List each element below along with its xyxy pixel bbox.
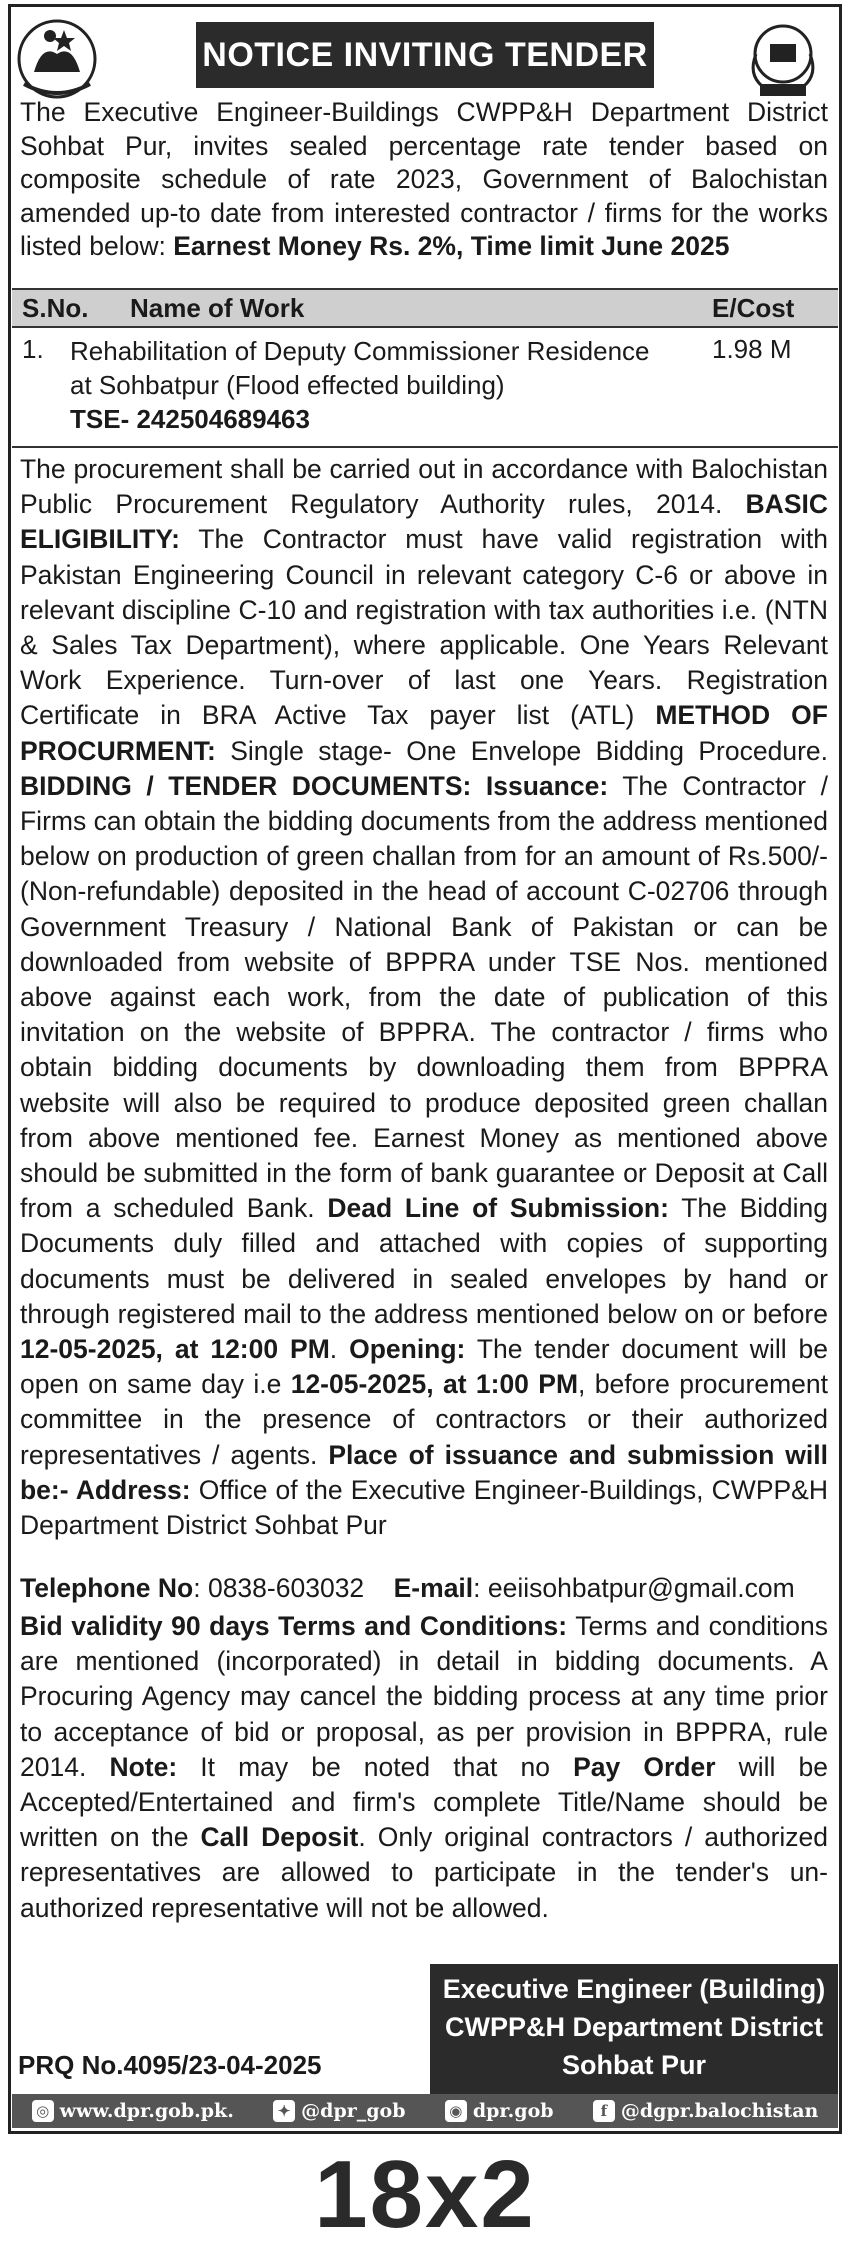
notice-title: NOTICE INVITING TENDER (196, 22, 654, 88)
opening-heading: Opening: (349, 1334, 466, 1365)
footer-bar (12, 2094, 838, 2128)
government-seal-icon (738, 14, 828, 104)
facebook-text: @dgpr.balochistan (620, 2100, 819, 2122)
pay-order-text: Pay Order (573, 1751, 716, 1782)
facebook-icon: f (593, 2100, 615, 2122)
deadline-date: 12-05-2025, at 12:00 PM (20, 1334, 330, 1365)
globe-icon: ◎ (32, 2100, 54, 2122)
footer-instagram[interactable] (445, 2100, 554, 2122)
procurement-details: The procurement shall be carried out in accordance with Balochistan Public Procurement Regulatory Authority rules, 2014. BASIC ELIGIBILITY: The Contractor must have valid registration with Pakistan Engineering Council in relevant category C-6 or above in relevant discipline C-10 and registration with tax authorities i.e. (NTN & Sales Tax Department), where applicable. One Years Relevant Work Experience. Turn-over of last one Years. Registration Certificate in BRA Active Tax payer list (ATL) METHOD OF PROCURMENT: Single stage- One Envelope Bidding Procedure. BIDDING / TENDER DOCUMENTS: Issuance: The Contractor / Firms can obtain the bidding documents from the address mentioned below on production of green challan from for an amount of Rs.500/- (Non-refundable) deposited in the head of account C-02706 through Government Treasury / National Bank of Pakistan or can be downloaded from website of BPPRA under TSE Nos. mentioned above against each work, from the date of publication of this invitation on the website of BPPRA. The contractor / firms who obtain bidding documents by downloading them from BPPRA website will also be required to produce deposited green challan from above mentioned fee. Earnest Money as mentioned above should be submitted in the form of bank guarantee or Deposit at Call from a scheduled Bank. Dead Line of Submission: The Bidding Documents duly filled and attached with copies of supporting documents must be delivered in sealed envelopes by hand or through registered mail to the address mentioned below on or before 12-05-2025, at 12:00 PM. Opening: The tender document will be open on same day i.e 12-05-2025, at 1:00 PM, before procurement committee in the presence of contractors or their authorized representatives / agents. Place of issuance and submission will be:- Address: Office of the Executive Engineer-Buildings, CWPP&H Department District Sohbat Pur (20, 454, 829, 1541)
place-heading: Place of issuance and submission will be:- Address: (20, 1439, 828, 1505)
telephone-label: Telephone No (20, 1573, 194, 1603)
footer-facebook[interactable] (593, 2100, 818, 2122)
address-text: Office of the Executive Engineer-Buildings, CWPP&H Department District Sohbat Pur (20, 1474, 828, 1541)
row-sno: 1. (22, 334, 44, 364)
representatives-text: . Only original contractors / authorized representatives are allowed to participate in the tender's un-authorized representative will not be allowed. (20, 1822, 829, 1923)
signature-line-3: Sohbat Pur (561, 2050, 706, 2080)
tse-number: TSE- 242504689463 (70, 404, 310, 434)
header-name-of-work: Name of Work (130, 293, 305, 323)
row-cost: 1.98 M (712, 334, 792, 364)
bidding-documents-heading: BIDDING / TENDER DOCUMENTS: Issuance: (20, 770, 609, 801)
website-text: www.dpr.gob.pk. (59, 2100, 234, 2122)
opening-committee-text: , before procurement committee in the presence of contractors or their authorized representatives / agents. (20, 1369, 828, 1470)
method-heading: METHOD OF PROCURMENT: (20, 700, 828, 766)
telephone-value: : 0838-603032 (193, 1573, 365, 1603)
row-work (70, 334, 700, 436)
terms-section (20, 1609, 828, 1926)
footer-twitter[interactable] (273, 2100, 405, 2122)
note-heading: Note: (109, 1751, 178, 1782)
email-label: E-mail (393, 1573, 474, 1603)
intro-text: The Executive Engineer-Buildings CWPP&H Department District Sohbat Pur, invites sealed percentage rate tender based on composite schedule of rate 2023, Government of Balochistan amended up-to date from interested contractor / firms for the works listed below: (20, 97, 828, 261)
balochistan-emblem-icon (12, 14, 102, 104)
work-line-2: at Sohbatpur (Flood effected building) (70, 370, 505, 400)
opening-text: The tender document will be open on same day i.e (20, 1334, 829, 1400)
opening-date: 12-05-2025, at 1:00 PM (290, 1369, 579, 1400)
basic-eligibility-heading: BASIC ELIGIBILITY: (20, 489, 828, 555)
prq-number: PRQ No.4095/23-04-2025 (18, 2050, 322, 2080)
footer-website[interactable] (32, 2100, 234, 2122)
terms-text: Terms and conditions are mentioned (incorporated) in detail in bidding documents. A Procuring Agency may cancel the bidding process at any time prior to acceptance of bid or proposal, as per provision in BPPRA, rule 2014. (20, 1611, 828, 1782)
twitter-text: @dpr_gob (301, 2100, 406, 2122)
intro-paragraph (20, 96, 828, 264)
signature-block (430, 1964, 838, 2094)
works-table-header (12, 288, 838, 328)
eligibility-text: The Contractor must have valid registration with Pakistan Engineering Council in relevant category C-6 or above in relevant discipline C-10 and registration with tax authorities i.e. (NTN & Sales Tax Department), where applicable. One Years Relevant Work Experience. Turn-over of last one Years. Registration Certificate in BRA Active Tax payer list (ATL) (20, 524, 828, 731)
instagram-icon: ◉ (445, 2100, 467, 2122)
table-row (12, 326, 838, 448)
method-text: Single stage- One Envelope Bidding Procedure. (230, 735, 828, 766)
header-sno: S.No. (22, 293, 89, 323)
note-text: It may be noted that no (200, 1751, 550, 1782)
bid-validity-heading: Bid validity 90 days Terms and Conditions: (20, 1611, 568, 1641)
deadline-text: The Bidding Documents duly filled and attached with copies of supporting documents must be delivered in sealed envelopes by hand or through registered mail to the address mentioned below on or before (20, 1193, 829, 1329)
procurement-rules-text: The procurement shall be carried out in accordance with Balochistan Public Procurement Regulatory Authority rules, 2014. (20, 454, 828, 520)
header-estimated-cost: E/Cost (712, 293, 795, 323)
twitter-icon: ✦ (273, 2100, 295, 2122)
email-value: : eeiisohbatpur@gmail.com (473, 1573, 795, 1603)
ad-size-stamp: 18x2 (314, 2141, 536, 2248)
call-deposit-text: Call Deposit (200, 1822, 359, 1853)
deadline-heading: Dead Line of Submission: (327, 1193, 669, 1224)
note-title-text: will be Accepted/Entertained and firm's complete Title/Name should be written on the (20, 1751, 829, 1853)
instagram-text: dpr.gob (472, 2100, 554, 2122)
work-line-1: Rehabilitation of Deputy Commissioner Residence (70, 336, 650, 366)
bidding-documents-text: The Contractor / Firms can obtain the bidding documents from the address mentioned below on production of green challan from for an amount of Rs.500/- (Non-refundable) deposited in the head of account C-02706 through Government Treasury / National Bank of Pakistan or can be downloaded from website of BPPRA under TSE Nos. mentioned above against each work, from the date of publication of this invitation on the website of BPPRA. The contractor / firms who obtain bidding documents by downloading them from BPPRA website will also be required to produce deposited green challan from above mentioned fee. Earnest Money as mentioned above should be submitted in the form of bank guarantee or Deposit at Call from a scheduled Bank. (20, 770, 828, 1224)
signature-line-1: Executive Engineer (Building) (442, 1974, 826, 2004)
earnest-money-line: Earnest Money Rs. 2%, Time limit June 2025 (173, 231, 730, 261)
contact-line (20, 1573, 828, 1604)
signature-line-2: CWPP&H Department District (444, 2012, 824, 2042)
